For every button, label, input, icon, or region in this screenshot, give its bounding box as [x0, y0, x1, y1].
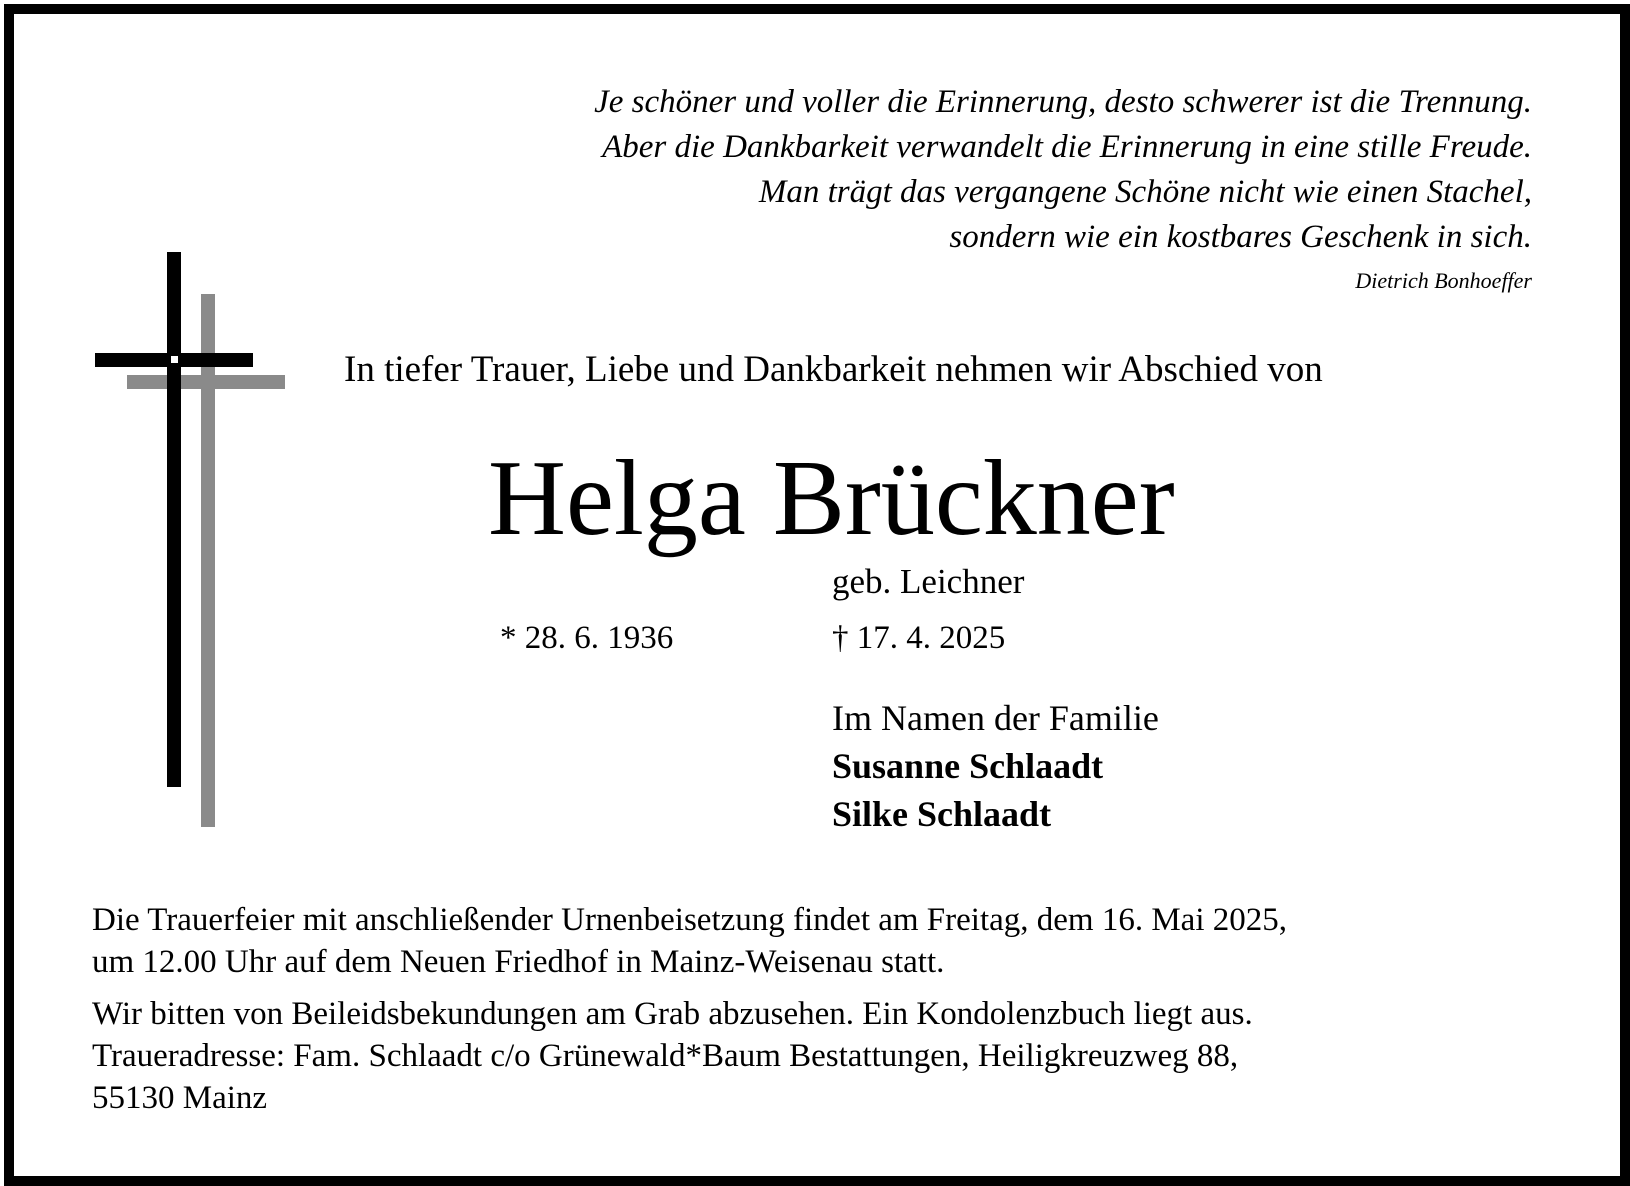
- notice-line: Wir bitten von Beileidsbekundungen am Grab abzusehen. Ein Kondolenzbuch liegt aus.: [92, 996, 1253, 1032]
- family-member: Silke Schlaadt: [832, 794, 1052, 834]
- cross-back-horizontal: [127, 375, 285, 389]
- bonhoeffer-quote: [332, 80, 1532, 260]
- quote-line: Je schöner und voller die Erinnerung, desto schwerer ist die Trennung.: [594, 84, 1532, 120]
- deceased-name: Helga Brückner: [488, 439, 1175, 558]
- cross-back-vertical: [201, 294, 215, 827]
- ceremony-line: um 12.00 Uhr auf dem Neuen Friedhof in Mainz-Weisenau statt.: [92, 944, 945, 980]
- birth-date: * 28. 6. 1936: [500, 620, 674, 656]
- family-heading: Im Namen der Familie: [832, 698, 1159, 738]
- quote-line: Aber die Dankbarkeit verwandelt die Erinnerung in eine stille Freude.: [602, 129, 1532, 165]
- death-date: † 17. 4. 2025: [832, 620, 1006, 656]
- notice-line: 55130 Mainz: [92, 1080, 268, 1116]
- quote-line: Man trägt das vergangene Schöne nicht wie einen Stachel,: [758, 174, 1532, 210]
- maiden-name: geb. Leichner: [832, 562, 1025, 601]
- cross-front-vertical: [167, 252, 181, 787]
- family-member: Susanne Schlaadt: [832, 746, 1104, 786]
- intro-line: In tiefer Trauer, Liebe und Dankbarkeit nehmen wir Abschied von: [344, 349, 1323, 390]
- notice-line: Traueradresse: Fam. Schlaadt c/o Grünewald*Baum Bestattungen, Heiligkreuzweg 88,: [92, 1038, 1239, 1074]
- cross-center-notch: [171, 356, 178, 363]
- quote-line: sondern wie ein kostbares Geschenk in sich.: [949, 219, 1532, 255]
- obituary-notice: [4, 4, 1630, 1186]
- funeral-details: [92, 889, 1572, 1129]
- ceremony-line: Die Trauerfeier mit anschließender Urnenbeisetzung findet am Freitag, dem 16. Mai 2025,: [92, 902, 1287, 938]
- quote-author: Dietrich Bonhoeffer: [1355, 268, 1532, 293]
- family-signature: [832, 694, 1159, 838]
